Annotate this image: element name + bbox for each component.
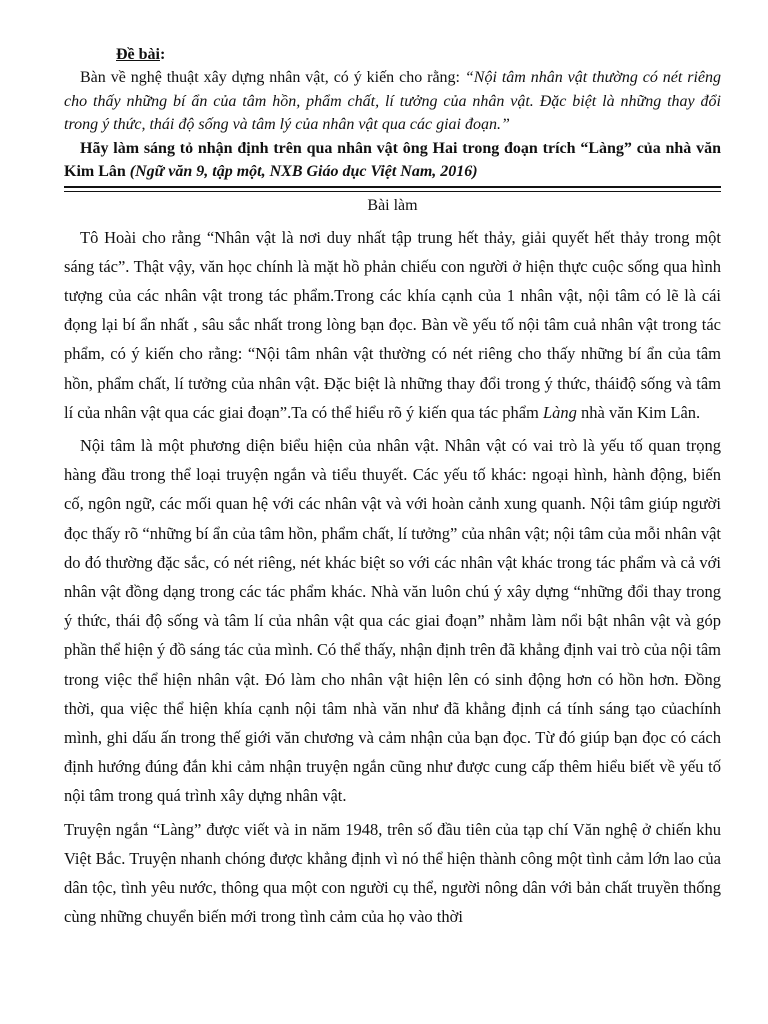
double-divider (64, 186, 721, 192)
assignment-prompt (64, 66, 721, 137)
essay-paragraph-2: Nội tâm là một phương diện biểu hiện của nhân vật. Nhân vật có vai trò là yếu tố quan trọng hàng đầu trong thể loại truyện ngắn và tiểu thuyết. Các yếu tố khác: ngoại hình, hành động, biến cố, ngôn ngữ, các mối quan hệ với các nhân vật và với hoàn cảnh xung quanh. Nội tâm giúp người đọc thấy rõ “những bí ẩn của tâm hồn, phẩm chất, lí tưởng” của nhân vật; nội tâm của mỗi nhân vật do đó thường đặc sắc, có nét riêng, nét khác biệt so với các nhân vật khác trong tác phẩm và cả với nhân vật đồng dạng trong các tác phẩm khác. Nhà văn luôn chú ý xây dựng “những đổi thay trong ý thức, thái độ sống và tâm lí của nhân vật qua các giai đoạn” nhằm làm nổi bật nhân vật và góp phần thể hiện ý đồ sáng tác của mình. Có thể thấy, nhận định trên đã khẳng định vai trò của nội tâm trong việc thể hiện nhân vật. Đó làm cho nhân vật hiện lên có sinh động hơn có hồn hơn. Đồng thời, qua việc thể hiện khía cạnh nội tâm nhà văn như đã khẳng định cá tính sáng tạo củachính mình, ghi dấu ấn trong thế giới văn chương và cảm nhận của bạn đọc. Từ đó giúp bạn đọc có cách định hướng đúng đắn khi cảm nhận truyện ngắn cũng như được cung cấp thêm hiểu biết về yếu tố nội tâm trong quá trình xây dựng nhân vật. (64, 435, 721, 806)
essay-paragraph-3: Truyện ngắn “Làng” được viết và in năm 1948, trên số đầu tiên của tạp chí Văn nghệ ở chiến khu Việt Bắc. Truyện nhanh chóng được khẳng định vì nó thể hiện thành công một tình cảm lớn lao của dân tộc, tình yêu nước, thông qua một con người cụ thể, người nông dân với bản chất truyền thống cùng những chuyển biến mới trong tình cảm của họ vào thời (64, 819, 721, 927)
assignment-label: Đề bài (116, 46, 160, 63)
task-main: Hãy làm sáng tỏ nhận định trên qua nhân vật ông Hai trong đoạn trích “Làng” của nhà văn Kim Lân (64, 139, 721, 180)
document-page (64, 44, 721, 935)
prompt-intro: Bàn về nghệ thuật xây dựng nhân vật, có ý kiến cho rằng: (80, 69, 465, 86)
essay-paragraph-1 (64, 223, 721, 427)
prompt-quote: “Nội tâm nhân vật thường có nét riêng cho thấy những bí ẩn của tâm hồn, phẩm chất, lí tưởng của nhân vật. Đặc biệt là những thay đổi trong ý thức, thái độ sống và tâm lý của nhân vật qua các giai đoạn.” (64, 69, 721, 133)
assignment-heading (116, 44, 721, 66)
task-source: (Ngữ văn 9, tập một, NXB Giáo dục Việt Nam, 2016) (129, 163, 478, 180)
assignment-colon: : (160, 46, 166, 63)
paragraph-1-end: nhà văn Kim Lân. (576, 402, 701, 422)
paragraph-1-text: Tô Hoài cho rằng “Nhân vật là nơi duy nhất tập trung hết thảy, giải quyết hết thảy trong một sáng tác”. Thật vậy, văn học chính là mặt hồ phản chiếu con người ở hiện thực cuộc sống qua hình tượng của các nhân vật trong tác phẩm.Trong các khía cạnh của 1 nhân vật, nội tâm có lẽ là cái đọng lại bí ẩn nhất , sâu sắc nhất trong lòng bạn đọc. Bàn về yếu tố nội tâm cuả nhân vật trong tác phẩm, có ý kiến cho rằng: “Nội tâm nhân vật thường có nét riêng cho thấy những bí ẩn của tâm hồn, phẩm chất, lí tưởng của nhân vật. Đặc biệt là những thay đổi trong ý thức, tháiđộ sống và tâm lí của nhân vật qua các giai đoạn”.Ta có thể hiểu rõ ý kiến qua tác phẩm (64, 227, 721, 422)
assignment-task (64, 137, 721, 184)
essay-title: Bài làm (367, 196, 418, 214)
paragraph-1-work-title: Làng (542, 402, 577, 422)
